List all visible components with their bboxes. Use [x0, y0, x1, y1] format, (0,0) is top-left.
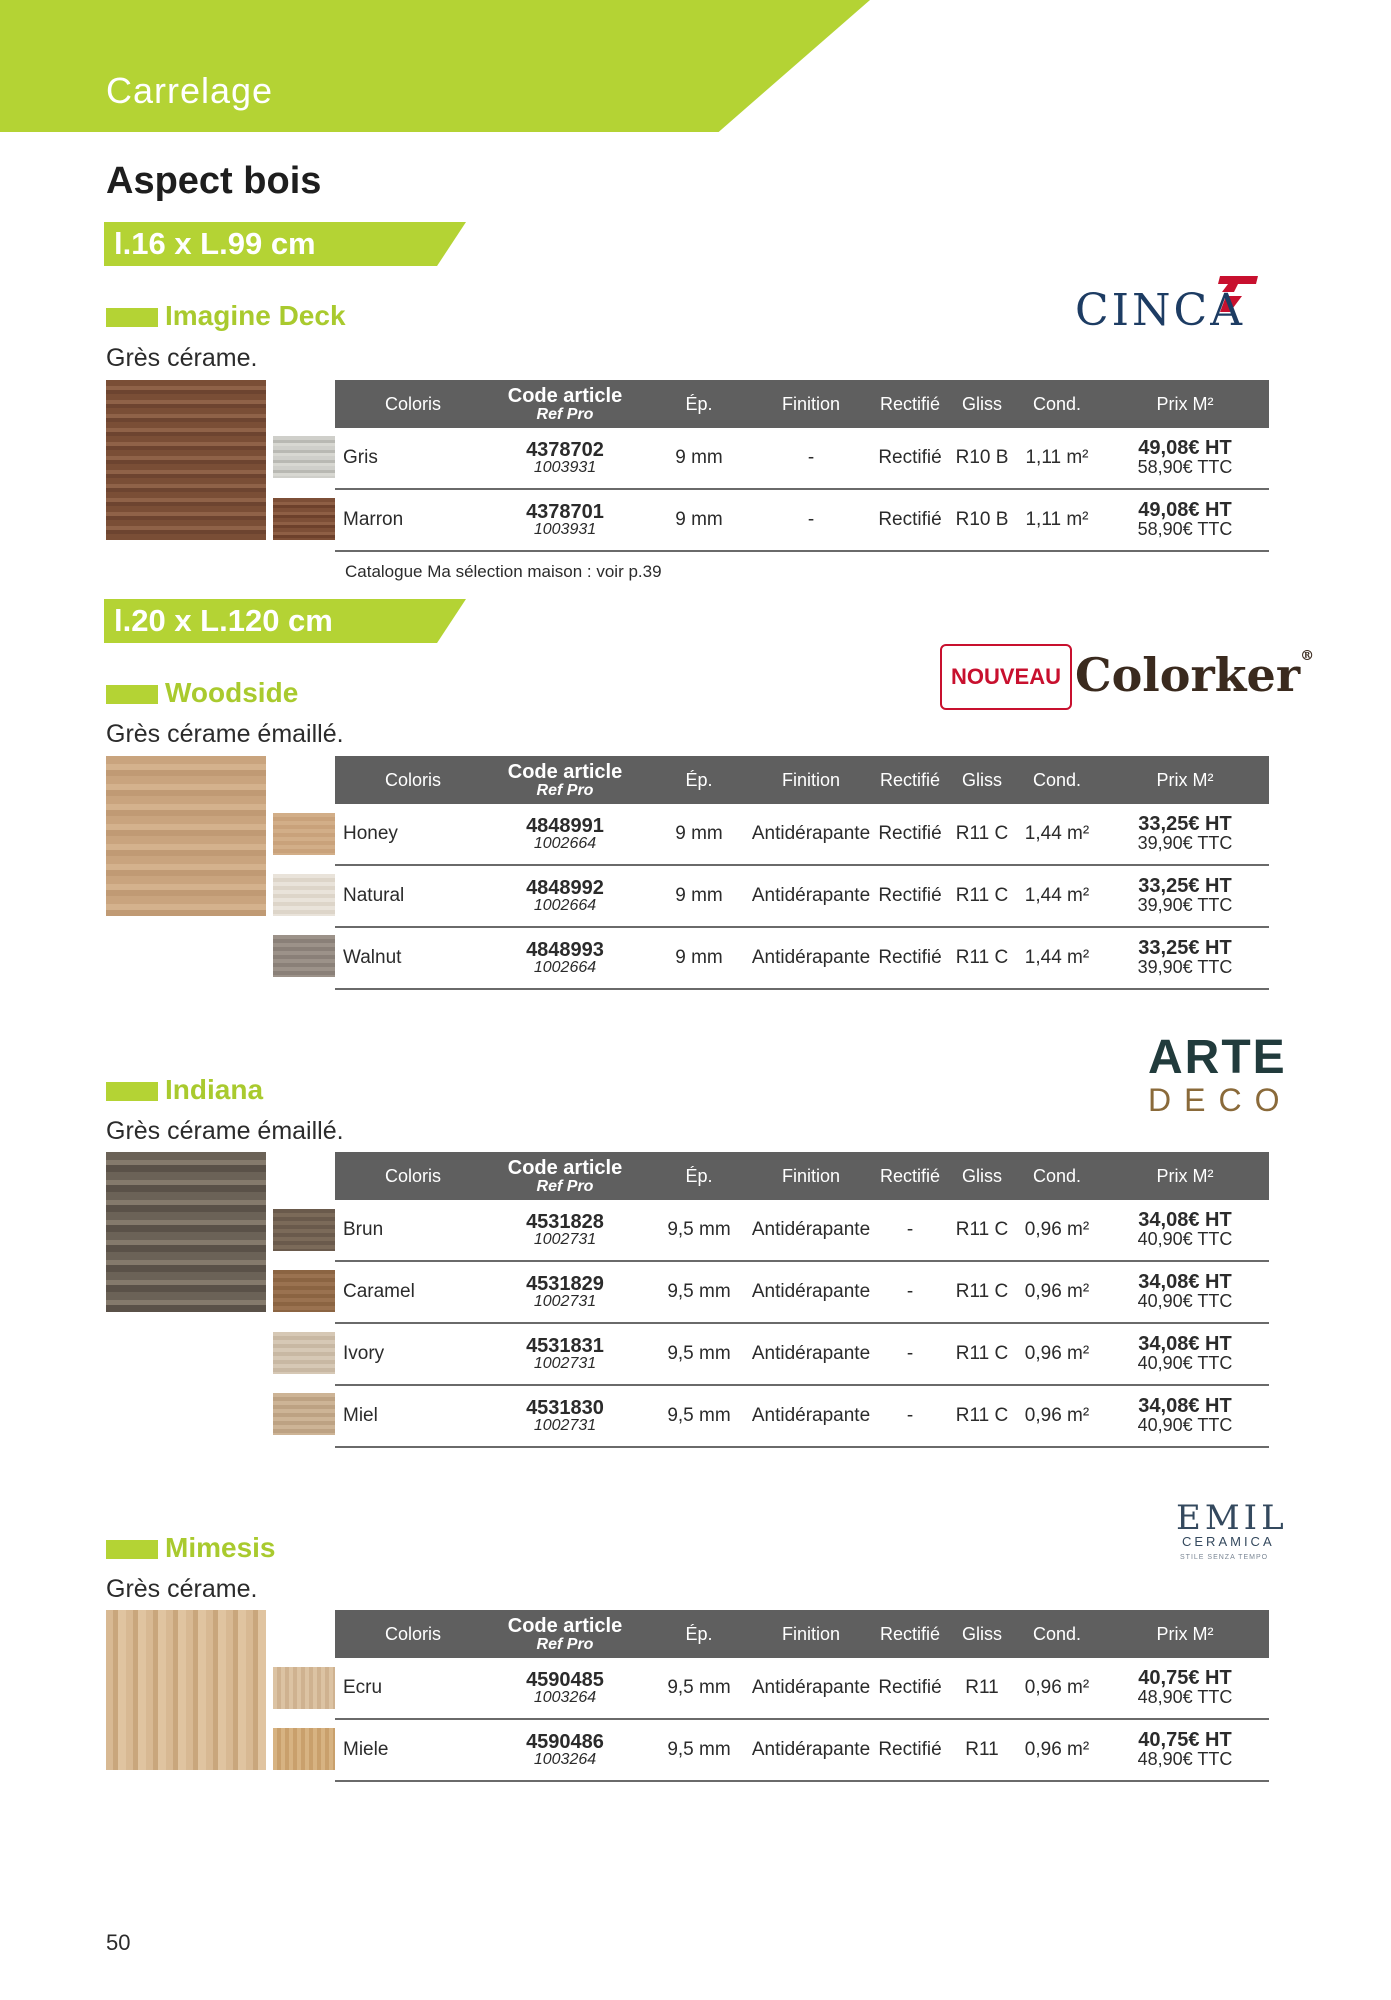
- price-ttc: 40,90€ TTC: [1137, 1291, 1233, 1311]
- conditionnement: 0,96 m²: [1024, 1677, 1090, 1698]
- coloris: Miel: [343, 1405, 378, 1426]
- coloris: Walnut: [343, 947, 402, 968]
- finition: Antidérapante: [751, 1219, 871, 1240]
- rectifie: Rectifié: [878, 947, 942, 968]
- col-ep: Ép.: [685, 393, 713, 414]
- gliss: R11 C: [955, 1219, 1009, 1240]
- nouveau-badge: NOUVEAU: [940, 644, 1072, 710]
- epaisseur: 9 mm: [675, 509, 723, 530]
- ref-pro: 1002731: [533, 1293, 597, 1310]
- col-finition: Finition: [781, 393, 841, 414]
- price-ht: 33,25€ HT: [1138, 937, 1232, 959]
- product-table-imagine-deck: [335, 380, 1269, 552]
- table-header: [335, 380, 1269, 428]
- col-gliss: Gliss: [962, 769, 1002, 790]
- coloris: Caramel: [343, 1281, 415, 1302]
- prix: [1101, 1262, 1269, 1322]
- product-marker: [106, 1540, 158, 1559]
- rectifie: Rectifié: [878, 447, 942, 468]
- col-rectifie: Rectifié: [879, 769, 941, 790]
- col-code: [485, 380, 645, 428]
- finition: Antidérapante: [751, 885, 871, 906]
- section-title: Aspect bois: [106, 160, 322, 202]
- epaisseur: 9,5 mm: [667, 1343, 731, 1364]
- coloris: Natural: [343, 885, 405, 906]
- col-finition: Finition: [781, 769, 841, 790]
- epaisseur: 9 mm: [675, 823, 723, 844]
- swatch-miel: [273, 1393, 335, 1435]
- product-marker: [106, 685, 158, 704]
- product-name: Mimesis: [165, 1532, 276, 1563]
- ref-pro: 1002664: [533, 835, 597, 852]
- rectifie: -: [906, 1219, 914, 1240]
- gliss: R11 C: [955, 1343, 1009, 1364]
- col-ref-label: Ref Pro: [536, 405, 594, 423]
- ref-pro: 1002731: [533, 1417, 597, 1434]
- conditionnement: 1,11 m²: [1025, 509, 1089, 530]
- emil-logo-text: EMIL: [1176, 1498, 1288, 1538]
- col-code-label: Code article: [507, 384, 623, 407]
- prix: [1101, 1200, 1269, 1260]
- rectifie: Rectifié: [878, 823, 942, 844]
- col-cond: Cond.: [1032, 1165, 1082, 1186]
- product-description: Grès cérame émaillé.: [106, 1117, 344, 1145]
- col-prix: Prix M²: [1156, 1623, 1214, 1644]
- price-ttc: 39,90€ TTC: [1137, 895, 1233, 915]
- ref-pro: 1003264: [533, 1751, 597, 1768]
- col-ref-label: Ref Pro: [536, 781, 594, 799]
- prix: [1101, 1720, 1269, 1780]
- epaisseur: 9,5 mm: [667, 1405, 731, 1426]
- col-gliss: Gliss: [962, 1165, 1002, 1186]
- product-image-woodside: [106, 756, 266, 916]
- prix: [1101, 1324, 1269, 1384]
- epaisseur: 9,5 mm: [667, 1219, 731, 1240]
- code: 4848992: [526, 877, 604, 899]
- price-ht: 34,08€ HT: [1138, 1271, 1232, 1293]
- product-description: Grès cérame émaillé.: [106, 720, 344, 748]
- code-article: [485, 1324, 645, 1384]
- code-article: [485, 928, 645, 988]
- gliss: R11 C: [955, 823, 1009, 844]
- finition: Antidérapante: [751, 1281, 871, 1302]
- conditionnement: 0,96 m²: [1024, 1405, 1090, 1426]
- dimension-label: l.20 x L.120 cm: [114, 603, 333, 638]
- table-row: [335, 928, 1269, 990]
- category-title: Carrelage: [106, 70, 274, 111]
- dimension-label: l.16 x L.99 cm: [114, 226, 316, 261]
- finition: Antidérapante: [751, 1677, 871, 1698]
- rectifie: Rectifié: [878, 509, 942, 530]
- table-row: [335, 428, 1269, 490]
- price-ht: 40,75€ HT: [1138, 1729, 1232, 1751]
- table-row: [335, 804, 1269, 866]
- table-row: [335, 490, 1269, 552]
- col-cond: Cond.: [1032, 769, 1082, 790]
- col-code: [485, 1610, 645, 1658]
- code-article: [485, 1200, 645, 1260]
- deco-logo-text: DECO: [1148, 1082, 1293, 1118]
- col-code: [485, 1152, 645, 1200]
- gliss: R11 C: [955, 1281, 1009, 1302]
- epaisseur: 9,5 mm: [667, 1281, 731, 1302]
- code: 4531828: [526, 1211, 604, 1233]
- coloris: Honey: [343, 823, 398, 844]
- product-name: Indiana: [165, 1074, 264, 1105]
- ref-pro: 1002731: [533, 1231, 597, 1248]
- col-cond: Cond.: [1032, 1623, 1082, 1644]
- arte-logo-text: ARTE: [1148, 1031, 1287, 1084]
- ref-pro: 1002664: [533, 959, 597, 976]
- ceramica-logo-text: CERAMICA: [1182, 1534, 1275, 1549]
- page-number: 50: [106, 1930, 131, 1955]
- price-ttc: 39,90€ TTC: [1137, 957, 1233, 977]
- swatch-marron: [273, 498, 335, 540]
- prix: [1101, 804, 1269, 864]
- gliss: R10 B: [955, 447, 1009, 468]
- conditionnement: 1,11 m²: [1025, 447, 1089, 468]
- code: 4590486: [526, 1731, 604, 1753]
- col-ep: Ép.: [685, 1165, 713, 1186]
- gliss: R11 C: [955, 885, 1009, 906]
- swatch-natural: [273, 874, 335, 916]
- code: 4590485: [526, 1669, 604, 1691]
- col-code-label: Code article: [507, 760, 623, 783]
- prix: [1101, 1658, 1269, 1718]
- ref-pro: 1002664: [533, 897, 597, 914]
- finition: -: [807, 447, 815, 468]
- code-article: [485, 1658, 645, 1718]
- finition: Antidérapante: [751, 1405, 871, 1426]
- finition: Antidérapante: [751, 823, 871, 844]
- product-table-woodside: [335, 756, 1269, 990]
- code: 4378701: [526, 501, 604, 523]
- price-ht: 49,08€ HT: [1138, 499, 1232, 521]
- product-description: Grès cérame.: [106, 344, 258, 372]
- epaisseur: 9,5 mm: [667, 1739, 731, 1760]
- ref-pro: 1003931: [533, 521, 597, 538]
- price-ht: 34,08€ HT: [1138, 1209, 1232, 1231]
- price-ttc: 58,90€ TTC: [1137, 519, 1233, 539]
- product-name: Woodside: [165, 677, 299, 708]
- swatch-ivory: [273, 1332, 335, 1374]
- swatch-gris: [273, 436, 335, 478]
- col-gliss: Gliss: [962, 1623, 1002, 1644]
- coloris: Marron: [343, 509, 404, 530]
- col-code: [485, 756, 645, 804]
- conditionnement: 0,96 m²: [1024, 1219, 1090, 1240]
- emil-tagline: STILE SENZA TEMPO: [1180, 1554, 1269, 1561]
- prix: [1101, 928, 1269, 988]
- finition: Antidérapante: [751, 1739, 871, 1760]
- product-marker: [106, 308, 158, 327]
- ref-pro: 1003931: [533, 459, 597, 476]
- table-row: [335, 866, 1269, 928]
- ref-pro: 1002731: [533, 1355, 597, 1372]
- epaisseur: 9 mm: [675, 885, 723, 906]
- swatch-honey: [273, 813, 335, 855]
- coloris: Ivory: [343, 1343, 385, 1364]
- swatch-miele: [273, 1728, 335, 1770]
- header-band: [0, 0, 870, 132]
- price-ht: 33,25€ HT: [1138, 875, 1232, 897]
- table-row: [335, 1324, 1269, 1386]
- col-code-label: Code article: [507, 1614, 623, 1637]
- product-image-imagine-deck: [106, 380, 266, 540]
- price-ttc: 58,90€ TTC: [1137, 457, 1233, 477]
- price-ttc: 40,90€ TTC: [1137, 1353, 1233, 1373]
- col-gliss: Gliss: [962, 393, 1002, 414]
- table-row: [335, 1200, 1269, 1262]
- table-header: [335, 1610, 1269, 1658]
- rectifie: -: [906, 1281, 914, 1302]
- col-prix: Prix M²: [1156, 1165, 1214, 1186]
- col-rectifie: Rectifié: [879, 393, 941, 414]
- colorker-logo-text: Colorker: [1075, 648, 1301, 702]
- col-ref-label: Ref Pro: [536, 1635, 594, 1653]
- conditionnement: 1,44 m²: [1024, 947, 1090, 968]
- price-ttc: 48,90€ TTC: [1137, 1749, 1233, 1769]
- prix: [1101, 866, 1269, 926]
- coloris: Ecru: [343, 1677, 383, 1698]
- colorker-reg-mark: ®: [1300, 648, 1315, 664]
- code-article: [485, 490, 645, 550]
- code-article: [485, 1386, 645, 1446]
- colorker-logo: [1075, 648, 1314, 702]
- price-ttc: 39,90€ TTC: [1137, 833, 1233, 853]
- col-ep: Ép.: [685, 769, 713, 790]
- product-table-indiana: [335, 1152, 1269, 1448]
- swatch-walnut: [273, 935, 335, 977]
- table-row: [335, 1720, 1269, 1782]
- price-ht: 49,08€ HT: [1138, 437, 1232, 459]
- code: 4531829: [526, 1273, 604, 1295]
- price-ht: 34,08€ HT: [1138, 1333, 1232, 1355]
- rectifie: -: [906, 1343, 914, 1364]
- code-article: [485, 1262, 645, 1322]
- gliss: R11: [965, 1739, 999, 1760]
- cinca-logo-text: CINCA: [1075, 285, 1245, 336]
- col-finition: Finition: [781, 1623, 841, 1644]
- col-prix: Prix M²: [1156, 769, 1214, 790]
- table-row: [335, 1658, 1269, 1720]
- code: 4848991: [526, 815, 604, 837]
- prix: [1101, 490, 1269, 550]
- finition: -: [807, 509, 815, 530]
- rectifie: Rectifié: [878, 1739, 942, 1760]
- table-header: [335, 756, 1269, 804]
- product-description: Grès cérame.: [106, 1575, 258, 1603]
- catalogue-note: Catalogue Ma sélection maison : voir p.39: [345, 562, 662, 581]
- finition: Antidérapante: [751, 1343, 871, 1364]
- coloris: Miele: [343, 1739, 389, 1760]
- price-ht: 40,75€ HT: [1138, 1667, 1232, 1689]
- product-image-indiana: [106, 1152, 266, 1312]
- col-ep: Ép.: [685, 1623, 713, 1644]
- conditionnement: 1,44 m²: [1024, 885, 1090, 906]
- col-coloris: Coloris: [384, 1165, 441, 1186]
- code-article: [485, 866, 645, 926]
- col-coloris: Coloris: [384, 393, 441, 414]
- swatch-ecru: [273, 1667, 335, 1709]
- coloris: Gris: [343, 447, 378, 468]
- table-row: [335, 1386, 1269, 1448]
- epaisseur: 9 mm: [675, 447, 723, 468]
- prix: [1101, 1386, 1269, 1446]
- product-name: Imagine Deck: [165, 300, 346, 331]
- conditionnement: 0,96 m²: [1024, 1739, 1090, 1760]
- price-ttc: 40,90€ TTC: [1137, 1415, 1233, 1435]
- prix: [1101, 428, 1269, 488]
- price-ttc: 40,90€ TTC: [1137, 1229, 1233, 1249]
- swatch-brun: [273, 1209, 335, 1251]
- price-ht: 33,25€ HT: [1138, 813, 1232, 835]
- table-row: [335, 1262, 1269, 1324]
- conditionnement: 1,44 m²: [1024, 823, 1090, 844]
- product-table-mimesis: [335, 1610, 1269, 1782]
- rectifie: -: [906, 1405, 914, 1426]
- col-rectifie: Rectifié: [879, 1165, 941, 1186]
- conditionnement: 0,96 m²: [1024, 1343, 1090, 1364]
- gliss: R10 B: [955, 509, 1009, 530]
- gliss: R11: [965, 1677, 999, 1698]
- product-image-mimesis: [106, 1610, 266, 1770]
- ref-pro: 1003264: [533, 1689, 597, 1706]
- rectifie: Rectifié: [878, 885, 942, 906]
- col-coloris: Coloris: [384, 1623, 441, 1644]
- gliss: R11 C: [955, 1405, 1009, 1426]
- conditionnement: 0,96 m²: [1024, 1281, 1090, 1302]
- col-coloris: Coloris: [384, 769, 441, 790]
- code-article: [485, 1720, 645, 1780]
- epaisseur: 9,5 mm: [667, 1677, 731, 1698]
- col-ref-label: Ref Pro: [536, 1177, 594, 1195]
- code: 4848993: [526, 939, 604, 961]
- price-ht: 34,08€ HT: [1138, 1395, 1232, 1417]
- swatch-caramel: [273, 1270, 335, 1312]
- col-cond: Cond.: [1032, 393, 1082, 414]
- col-finition: Finition: [781, 1165, 841, 1186]
- code: 4531830: [526, 1397, 604, 1419]
- code-article: [485, 428, 645, 488]
- finition: Antidérapante: [751, 947, 871, 968]
- gliss: R11 C: [955, 947, 1009, 968]
- col-code-label: Code article: [507, 1156, 623, 1179]
- coloris: Brun: [343, 1219, 384, 1240]
- col-rectifie: Rectifié: [879, 1623, 941, 1644]
- code-article: [485, 804, 645, 864]
- code: 4531831: [526, 1335, 604, 1357]
- epaisseur: 9 mm: [675, 947, 723, 968]
- rectifie: Rectifié: [878, 1677, 942, 1698]
- product-marker: [106, 1082, 158, 1101]
- table-header: [335, 1152, 1269, 1200]
- code: 4378702: [526, 439, 604, 461]
- col-prix: Prix M²: [1156, 393, 1214, 414]
- price-ttc: 48,90€ TTC: [1137, 1687, 1233, 1707]
